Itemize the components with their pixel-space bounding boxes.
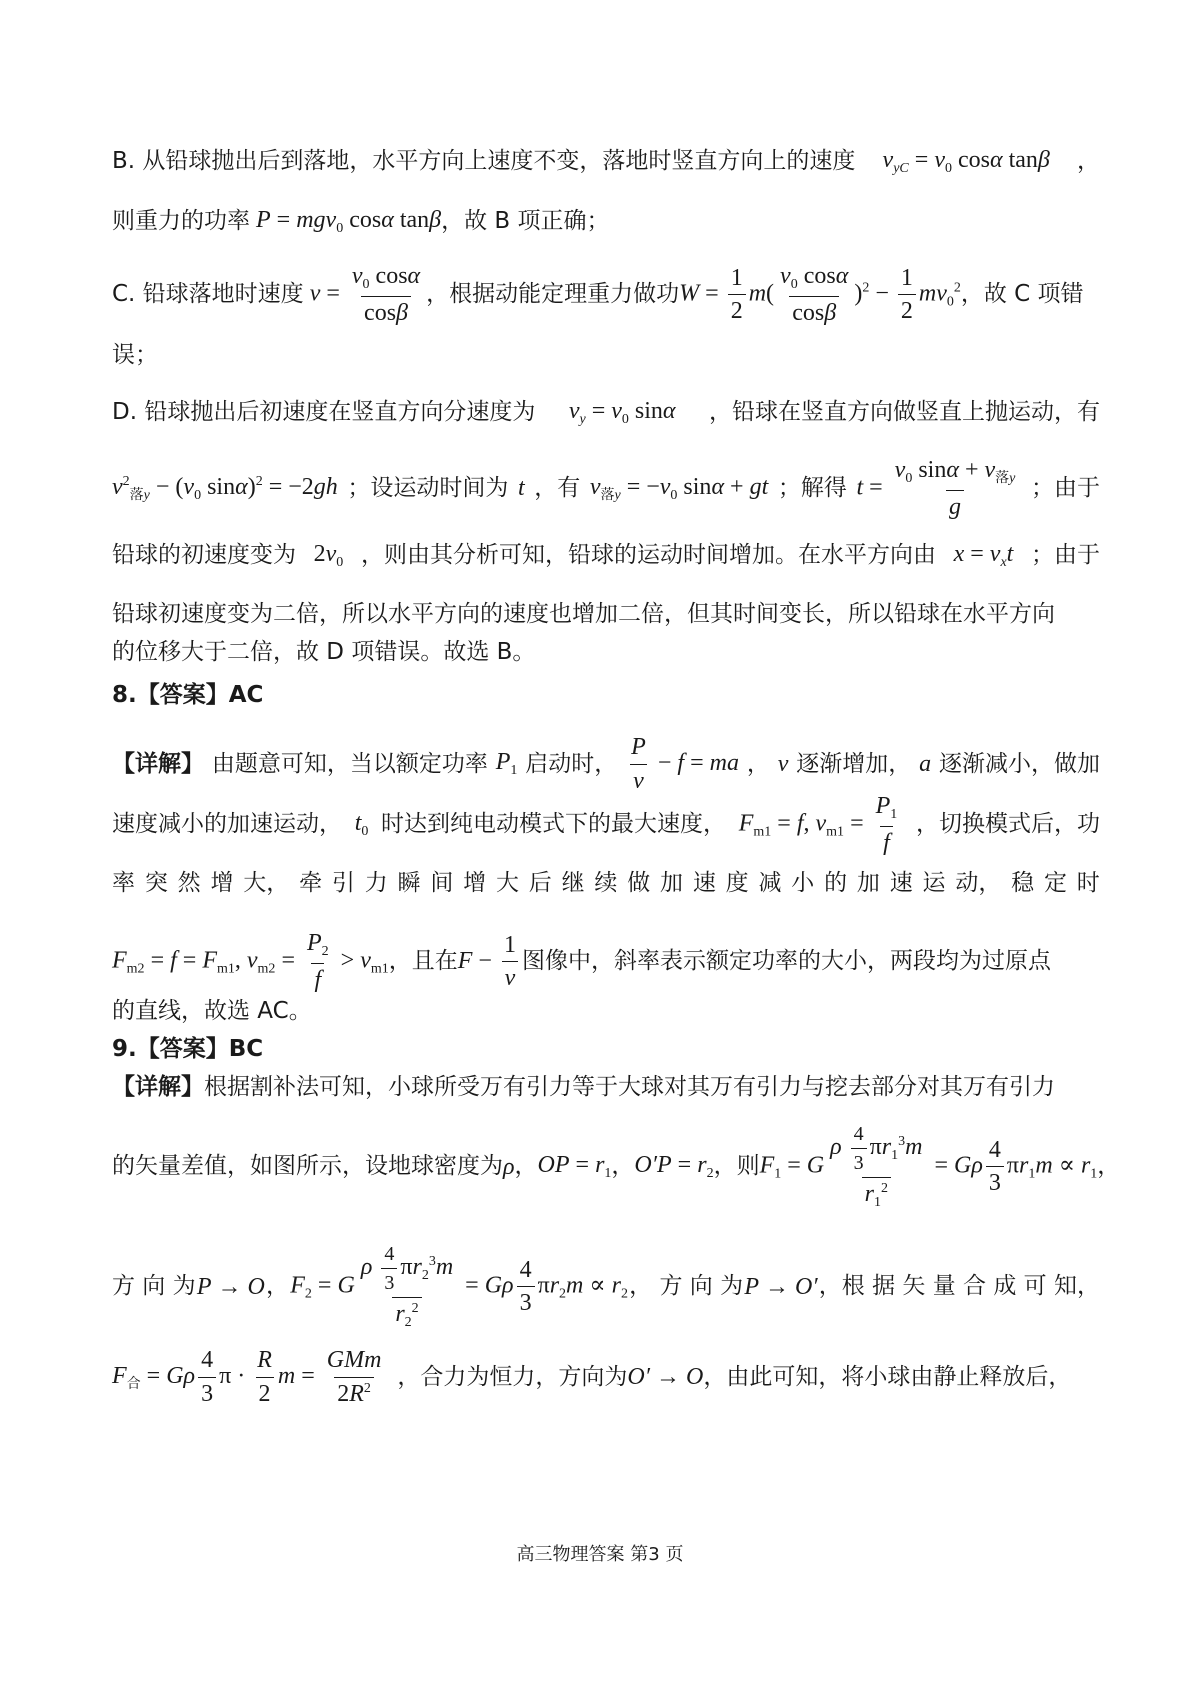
text: ， (611, 1153, 635, 1180)
char: 间 (430, 870, 454, 896)
text: ，则由其分析可知，铅球的运动时间增加。在水平方向由 (360, 542, 936, 569)
q9-line-1 (112, 1074, 1100, 1102)
q9-line-4 (112, 1346, 1100, 1409)
section-d-line-3 (112, 540, 1100, 572)
text: B. 从铅球抛出后到落地，水平方向上速度不变，落地时竖直方向上的速度 (112, 148, 856, 175)
section-d-line-4 (112, 601, 1100, 629)
formula: P = mgv$_0$ cosα tanβ (256, 207, 442, 236)
section-b-line-2 (112, 206, 1100, 238)
char: 引 (331, 870, 355, 896)
formula: $O'P = r_2$ (634, 1152, 714, 1181)
text: ，故 C 项错 (960, 281, 1084, 307)
detail-label: 【详解】 (112, 750, 204, 777)
section-d-line-2 (112, 456, 1100, 522)
text: ，合力为恒力，方向为 (397, 1363, 628, 1390)
text: ， (514, 1153, 538, 1180)
text: ，有 (534, 475, 581, 501)
char: 定 (1043, 870, 1067, 896)
formula: $v_{yC} = v_0$ cosα tanβ (882, 147, 1050, 176)
text: ，铅球在竖直方向做竖直上抛运动，有 (708, 399, 1100, 426)
char: 率 (112, 870, 135, 896)
char: 做 (627, 870, 651, 896)
q8-line-5 (112, 998, 1100, 1026)
text: C. 铅球落地时速度 (112, 281, 304, 307)
formula: $F_{m2} = f = F_{m1}$, $v_{m2}$ = $\frac{P_2}{f}$ > $v_{m1}$ (112, 930, 389, 993)
formula: $F_2 = G$ ρ $\frac{4}{3}$ $\pi r_2^3m$ $r_2^2$ = Gρ $\frac{4}{3}$ $\pi r_2m \propto r_2$ (290, 1243, 628, 1330)
formula: $P_1$ (495, 749, 518, 779)
formula: $F_合 = G\rho$ $\frac{4}{3}$ π · $\frac{R}{2}$ m = $\frac{\text{GMm}}{2R^2}$ (112, 1347, 382, 1407)
char: 继 (561, 870, 585, 896)
char: 牵 (299, 870, 323, 896)
q8-answer (112, 682, 1100, 710)
formula: $x = v_xt$ (953, 541, 1014, 570)
q9-answer (112, 1036, 1100, 1064)
formula: F − $\frac{1}{v}$ (458, 931, 522, 994)
text: ，由此可知，将小球由静止释放后， (703, 1363, 1072, 1390)
text: 的矢量差值，如图所示，设地球密度为 (112, 1153, 503, 1180)
char: 加 (660, 870, 683, 896)
formula: v = $\frac{v_0 \cos\alpha}{\cos\beta}$ (309, 263, 421, 326)
q8-line-4 (112, 929, 1100, 995)
text: ；解得 (777, 475, 847, 501)
char: 稳 (1011, 870, 1035, 896)
formula: O′ → O (627, 1363, 704, 1390)
section-d-line-1 (112, 397, 1100, 429)
text: ，根据动能定理重力做功 (426, 281, 680, 307)
char: 小 (791, 870, 815, 896)
char: 然 (177, 870, 201, 896)
char: 运 (922, 870, 946, 896)
formula: t = $\frac{v_0 \sin\alpha + v_{落y}}{g}$ (856, 457, 1016, 520)
text: ， (266, 1273, 290, 1300)
q8-line-2 (112, 792, 1100, 858)
text: ，切换模式后，功 (915, 811, 1100, 837)
formula: $\frac{P}{v}$ − f = ma (631, 734, 739, 794)
char: 瞬 (397, 870, 421, 896)
char: 续 (594, 870, 618, 896)
text: 的位移大于二倍，故 D 项错误。故选 B。 (112, 639, 536, 665)
text: ，且在 (388, 948, 458, 974)
text: 由题意可知，当以额定功率 (211, 750, 488, 777)
answer-heading: 9.【答案】BC (112, 1036, 264, 1062)
text: ， (1077, 148, 1100, 175)
text: ， (1097, 1153, 1121, 1180)
section-c-line-2 (112, 342, 1100, 370)
char: 度 (725, 870, 749, 896)
text: ；由于 (1030, 475, 1100, 501)
formula: $v_y = v_0$ sinα (568, 398, 676, 427)
text: 方 向 为 (112, 1273, 196, 1300)
char: 动， (955, 870, 1002, 896)
char: 的 (824, 870, 848, 896)
formula: a (919, 750, 932, 777)
text: ，则 (713, 1153, 760, 1180)
formula: $t_0$ (354, 809, 369, 839)
text: ， 方 向 为 (629, 1273, 744, 1300)
char: 后 (528, 870, 552, 896)
text: 逐渐增加， (796, 750, 912, 777)
char: 力 (364, 870, 388, 896)
formula: $F_{m1} = f$, $v_{m1}$ = $\frac{P_1}{f}$ (738, 793, 898, 856)
char: 速 (692, 870, 716, 896)
formula: $2v_0$ (313, 541, 344, 570)
char: 增 (463, 870, 487, 896)
text: ，根 据 矢 量 合 成 可 知， (818, 1273, 1100, 1300)
text: 速度减小的加速运动， (112, 811, 342, 837)
detail-label: 【详解】 (112, 1074, 204, 1100)
page-footer: 高三物理答案 第3 页 (516, 1544, 684, 1565)
char: 突 (144, 870, 168, 896)
text: ，故 B 项正确； (441, 208, 610, 235)
text: 误； (112, 342, 158, 368)
answer-heading: 8.【答案】AC (112, 682, 264, 708)
formula: P → O (196, 1273, 265, 1300)
text: 逐渐减小，做加 (938, 750, 1100, 777)
char: 加 (856, 870, 880, 896)
char: 减 (758, 870, 782, 896)
formula: P → O′ (744, 1273, 818, 1300)
text: ；设运动时间为 (347, 475, 509, 501)
section-b-line-1 (112, 146, 1100, 178)
q8-line-1 (112, 733, 1100, 796)
variable-t: t (517, 475, 525, 502)
text: 则重力的功率 (112, 208, 250, 235)
text: 启动时， (525, 750, 618, 777)
char: 大 (495, 870, 519, 896)
text: 铅球的初速度变为 (112, 542, 296, 569)
formula: OP = $r_1$ (537, 1152, 612, 1181)
q8-line-3 (112, 870, 1100, 898)
formula: ρ (503, 1153, 515, 1180)
char: 时 (1076, 870, 1100, 896)
formula: $v_{落y} = -v_0$ sinα + gt (589, 473, 769, 503)
text: 根据割补法可知，小球所受万有引力等于大球对其万有引力与挖去部分对其万有引力 (204, 1074, 1055, 1100)
formula: v (777, 750, 789, 777)
text: 铅球初速度变为二倍，所以水平方向的速度也增加二倍，但其时间变长，所以铅球在水平方向 (112, 601, 1055, 627)
text: ， (746, 750, 770, 777)
char: 速 (889, 870, 913, 896)
section-c-line-1 (112, 262, 1100, 328)
text: 图像中，斜率表示额定功率的大小，两段均为过原点 (521, 948, 1051, 974)
formula: $v^2_{落y} - (v_0$ sinα)$^2$ = −2gh (112, 473, 338, 503)
char: 增 (210, 870, 234, 896)
text: 的直线，故选 AC。 (112, 998, 312, 1024)
formula: $F_1 = G$ ρ $\frac{4}{3}$ $\pi r_1^3m$ $r_1^2$ = Gρ $\frac{4}{3}$ $\pi r_1m \propto r_1$ (759, 1123, 1098, 1210)
text: D. 铅球抛出后初速度在竖直方向分速度为 (112, 399, 536, 426)
text: 时达到纯电动模式下的最大速度， (381, 811, 727, 837)
section-d-line-5 (112, 639, 1100, 667)
text: ；由于 (1030, 542, 1100, 569)
q9-line-3 (112, 1242, 1100, 1332)
q9-line-2 (112, 1122, 1121, 1212)
formula: W = $\frac{1}{2}$ m( $\frac{v_0 \cos\alpha}{\cos\beta}$ )$^2$ − $\frac{1}{2}$ $mv_0^2$ (679, 263, 961, 326)
char: 大， (243, 870, 290, 896)
